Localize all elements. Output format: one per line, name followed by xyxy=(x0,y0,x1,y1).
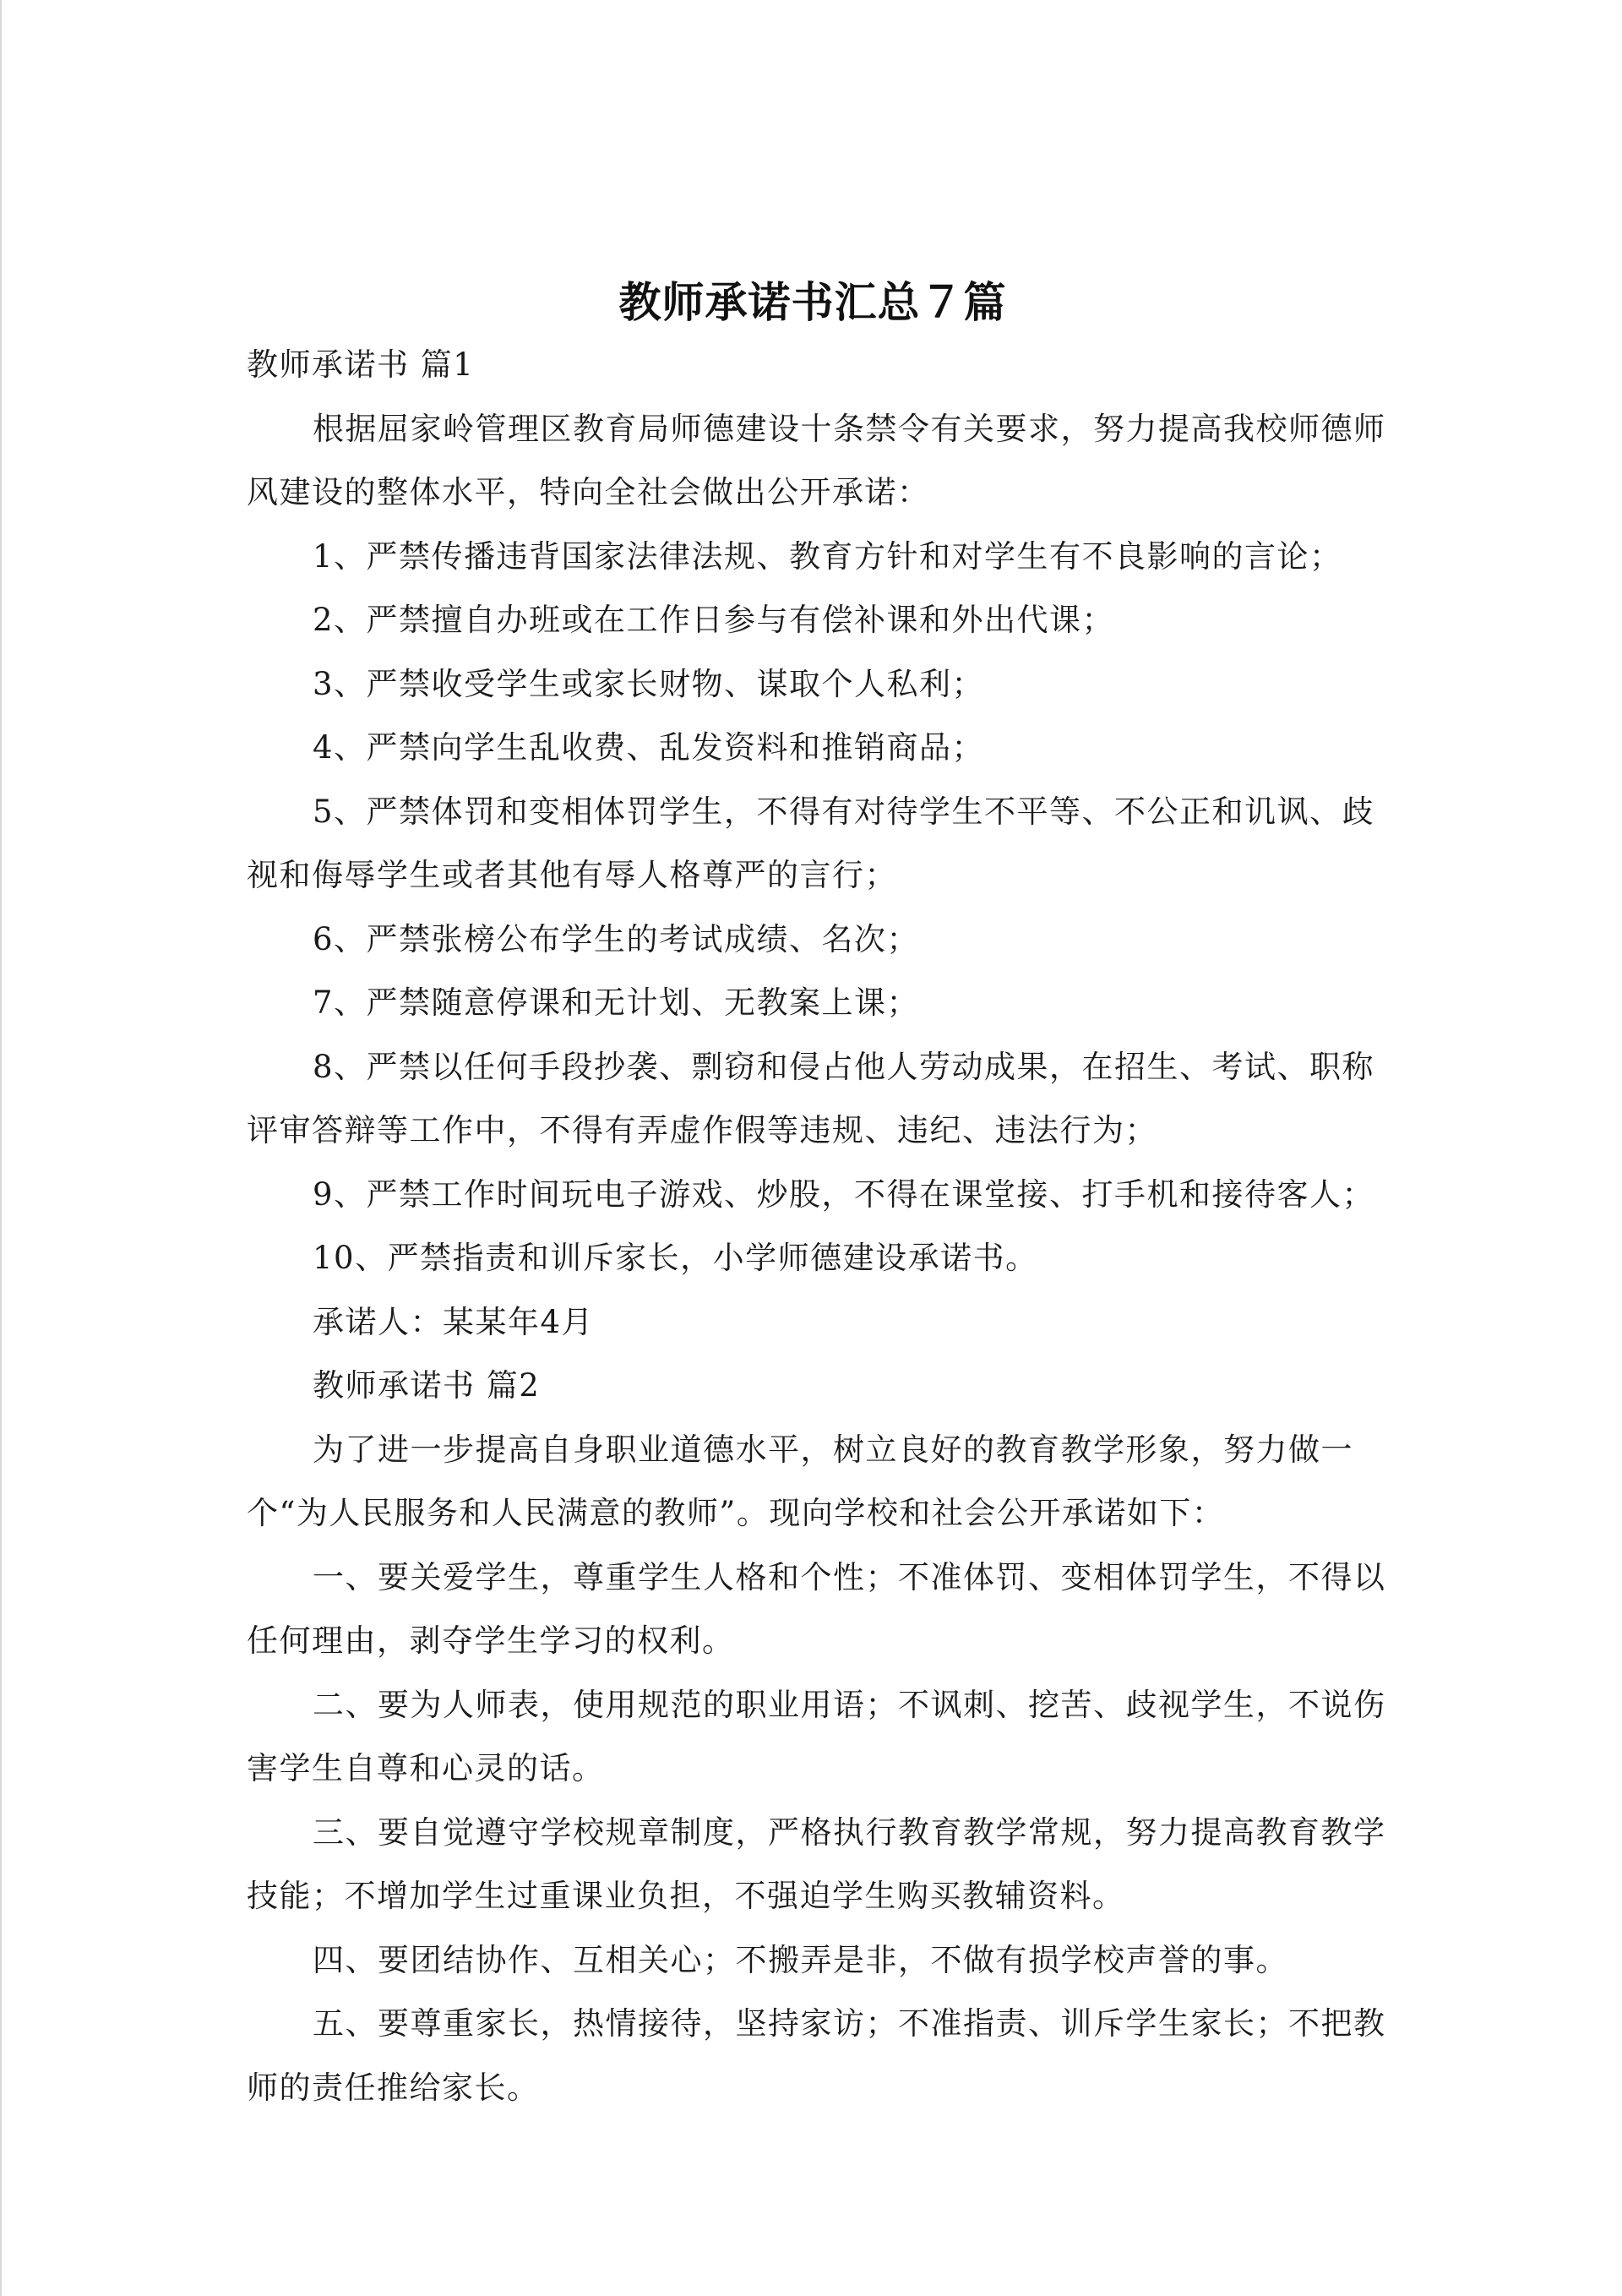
body-paragraph: 5、严禁体罚和变相体罚学生，不得有对待学生不平等、不公正和讥讽、歧视和侮辱学生或者其他有辱人格尊严的言行； xyxy=(247,793,1375,893)
document-title: 教师承诺书汇总７篇 xyxy=(618,277,1007,327)
body-paragraph: 4、严禁向学生乱收费、乱发资料和推销商品； xyxy=(313,729,985,766)
body-paragraph: 五、要尊重家长，热情接待，坚持家访；不准指责、训斥学生家长；不把教师的责任推给家长。 xyxy=(247,2005,1386,2106)
body-paragraph: 7、严禁随意停课和无计划、无教案上课； xyxy=(313,984,920,1021)
body-paragraph: 9、严禁工作时间玩电子游戏、炒股，不得在课堂接、打手机和接待客人； xyxy=(313,1175,1375,1213)
body-paragraph: 教师承诺书 篇2 xyxy=(313,1367,541,1404)
body-paragraph: 四、要团结协作、互相关心；不搬弄是非，不做有损学校声誉的事。 xyxy=(313,1941,1288,1978)
body-paragraph: 三、要自觉遵守学校规章制度，严格执行教育教学常规，努力提高教育教学技能；不增加学生过重课业负担，不强迫学生购买教辅资料。 xyxy=(247,1813,1386,1914)
body-paragraph: 一、要关爱学生，尊重学生人格和个性；不准体罚、变相体罚学生，不得以任何理由，剥夺学生学习的权利。 xyxy=(247,1558,1386,1659)
body-paragraph: 根据屈家岭管理区教育局师德建设十条禁令有关要求，努力提高我校师德师风建设的整体水平，特向全社会做出公开承诺： xyxy=(247,410,1386,510)
body-paragraph: 2、严禁擅自办班或在工作日参与有偿补课和外出代课； xyxy=(313,602,1115,638)
body-paragraph: 承诺人：某某年4月 xyxy=(313,1303,595,1340)
body-paragraph: 教师承诺书 篇1 xyxy=(247,346,475,383)
body-paragraph: 8、严禁以任何手段抄袭、剽窃和侵占他人劳动成果，在招生、考试、职称评审答辩等工作中，不得有弄虚作假等违规、违纪、违法行为； xyxy=(247,1048,1375,1148)
body-paragraph: 6、严禁张榜公布学生的考试成绩、名次； xyxy=(313,920,920,957)
document-body xyxy=(247,333,1387,2119)
body-paragraph: 3、严禁收受学生或家长财物、谋取个人私利； xyxy=(313,665,985,702)
body-paragraph: 二、要为人师表，使用规范的职业用语；不讽刺、挖苦、歧视学生，不说伤害学生自尊和心灵的话。 xyxy=(247,1686,1386,1786)
body-paragraph: 10、严禁指责和训斥家长，小学师德建设承诺书。 xyxy=(313,1240,1038,1276)
body-paragraph: 为了进一步提高自身职业道德水平，树立良好的教育教学形象，努力做一个“为人民服务和人民满意的教师”。现向学校和社会公开承诺如下： xyxy=(247,1431,1353,1531)
body-paragraph: 1、严禁传播违背国家法律法规、教育方针和对学生有不良影响的言论； xyxy=(313,537,1342,575)
